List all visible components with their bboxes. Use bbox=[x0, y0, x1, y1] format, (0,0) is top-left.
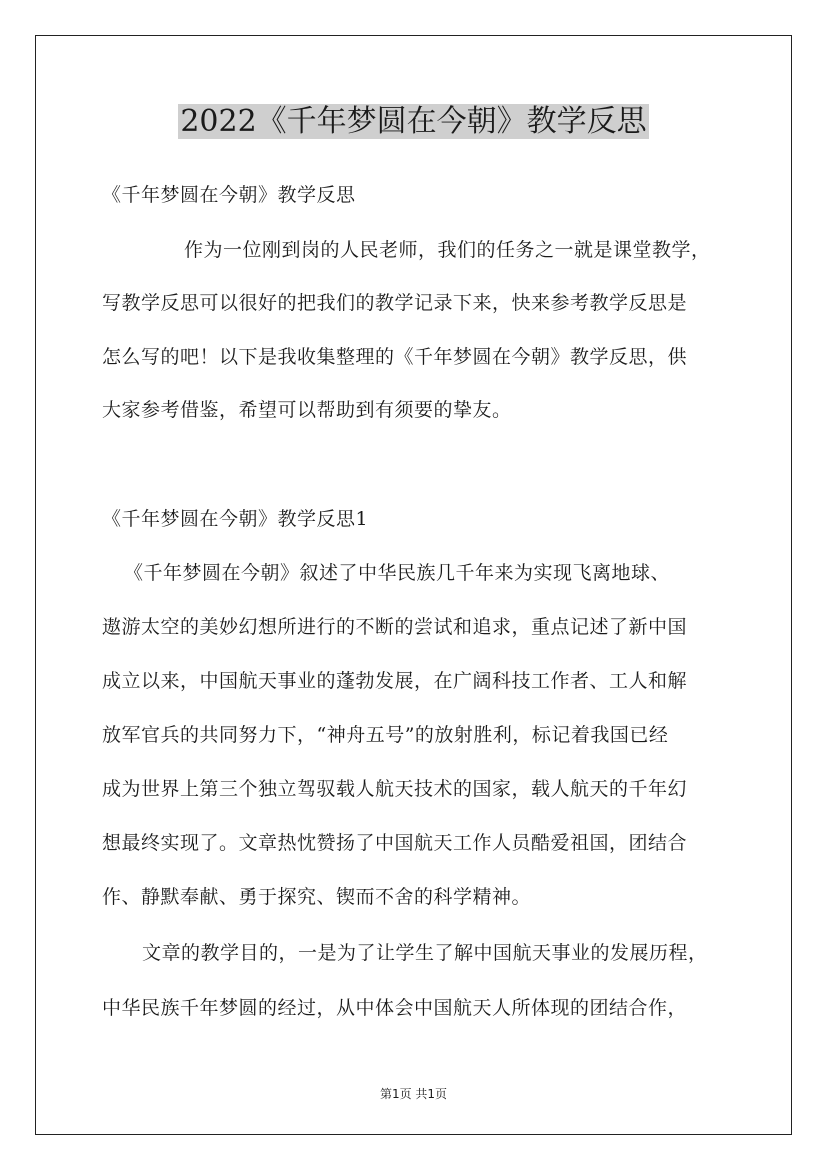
paragraph-line: 成为世界上第三个独立驾驭载人航天技术的国家，载人航天的千年幻 bbox=[102, 778, 688, 800]
paragraph-line: 想最终实现了。文章热忱赞扬了中国航天工作人员酷爱祖国，团结合 bbox=[102, 832, 688, 854]
page-footer: 第1页 共1页 bbox=[379, 1087, 448, 1101]
document-title bbox=[0, 100, 827, 144]
document-title-text: 2022《千年梦圆在今朝》教学反思 bbox=[180, 104, 647, 139]
paragraph-line: 文章的教学目的，一是为了让学生了解中国航天事业的发展历程， bbox=[142, 942, 708, 964]
paragraph-line: 中华民族千年梦圆的经过，从中体会中国航天人所体现的团结合作， bbox=[102, 997, 688, 1019]
document-subtitle: 《千年梦圆在今朝》教学反思 bbox=[102, 184, 356, 206]
paragraph-line: 《千年梦圆在今朝》叙述了中华民族几千年来为实现飞离地球、 bbox=[124, 562, 671, 584]
intro-line: 写教学反思可以很好的把我们的教学记录下来，快来参考教学反思是 bbox=[102, 292, 688, 314]
paragraph-line: 作、静默奉献、勇于探究、锲而不舍的科学精神。 bbox=[102, 886, 532, 908]
section-heading: 《千年梦圆在今朝》教学反思1 bbox=[102, 508, 369, 530]
intro-line: 作为一位刚到岗的人民老师，我们的任务之一就是课堂教学， bbox=[184, 239, 711, 261]
paragraph-line: 成立以来，中国航天事业的蓬勃发展，在广阔科技工作者、工人和解 bbox=[102, 670, 688, 692]
paragraph-line: 遨游太空的美妙幻想所进行的不断的尝试和追求，重点记述了新中国 bbox=[102, 616, 688, 638]
intro-line: 怎么写的吧！以下是我收集整理的《千年梦圆在今朝》教学反思，供 bbox=[102, 346, 688, 368]
paragraph-line: 放军官兵的共同努力下，“神舟五号”的放射胜利，标记着我国已经 bbox=[102, 724, 669, 746]
intro-line: 大家参考借鉴，希望可以帮助到有须要的挚友。 bbox=[102, 399, 512, 421]
